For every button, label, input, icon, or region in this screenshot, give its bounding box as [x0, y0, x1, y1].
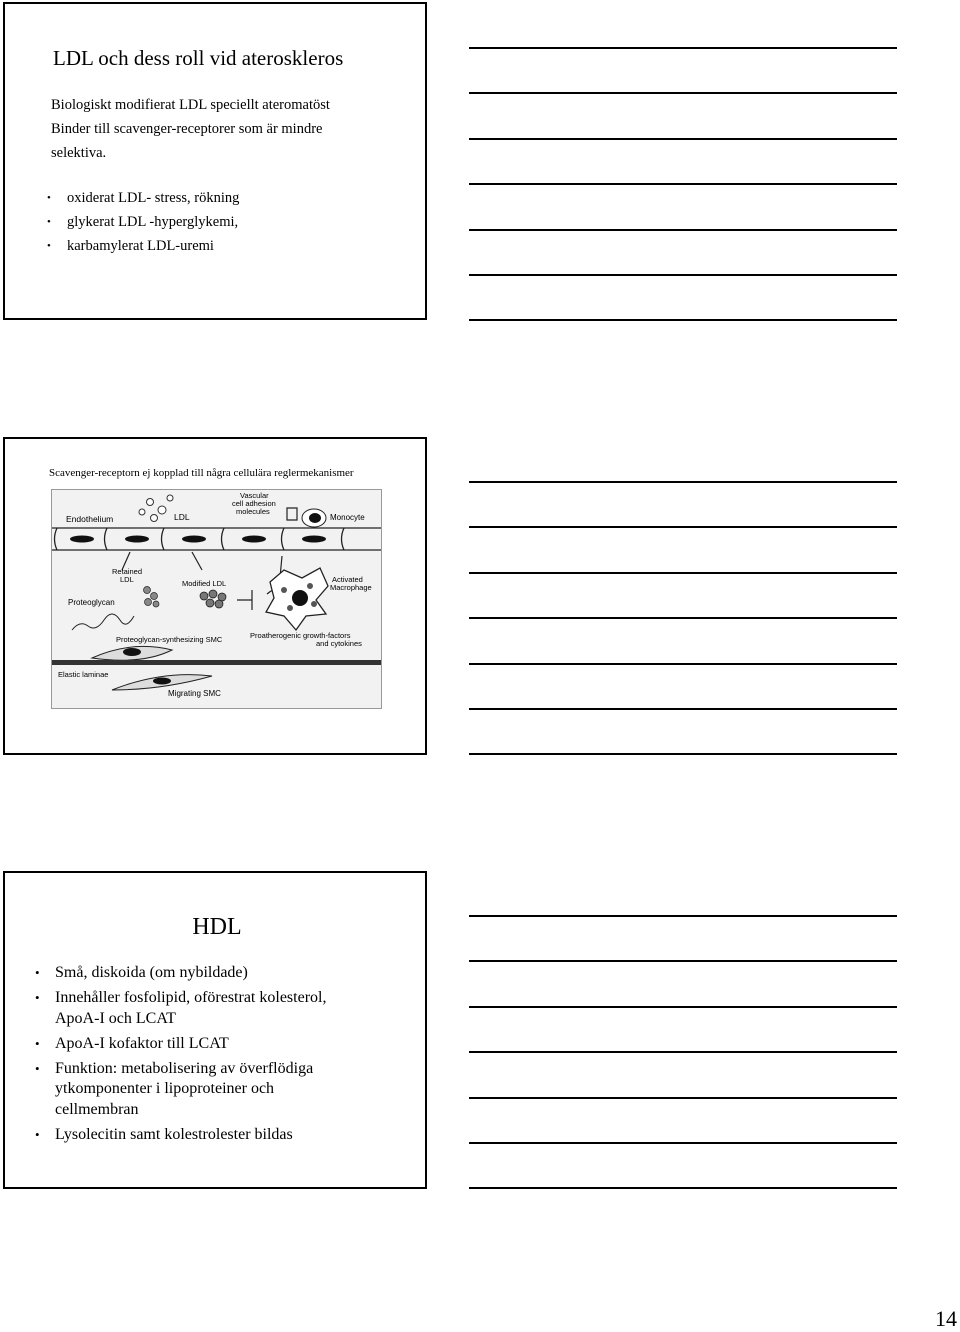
- note-line: [469, 753, 897, 755]
- retained-ldl-cluster: [144, 587, 160, 608]
- slide-caption: Scavenger-receptorn ej kopplad till några cellulära reglermekanismer: [49, 467, 354, 479]
- note-line: [469, 92, 897, 94]
- note-line: [469, 229, 897, 231]
- slide-title: HDL: [192, 914, 242, 940]
- bullet-line: ApoA-I och LCAT: [55, 1009, 176, 1027]
- bullet-item: [35, 988, 415, 1029]
- bullet-line: • Lysolecitin samt kolestrolester bildas: [55, 1125, 293, 1143]
- label-retained-ldl-2: LDL: [120, 575, 134, 584]
- bullet-item: • oxiderat LDL- stress, rökning: [45, 186, 239, 210]
- label-monocyte: Monocyte: [330, 513, 365, 522]
- label-vcam-2: cell adhesion: [232, 499, 276, 508]
- page-number: 14: [935, 1306, 957, 1331]
- bullet-line: cellmembran: [55, 1100, 139, 1118]
- label-elastic-laminae: Elastic laminae: [58, 670, 109, 679]
- bullet-line: • Innehåller fosfolipid, oförestrat kolesterol,: [55, 989, 327, 1006]
- note-line: [469, 1142, 897, 1144]
- bullet-list: [45, 186, 239, 258]
- note-line: [469, 183, 897, 185]
- label-activated-2: Macrophage: [330, 583, 372, 592]
- bullet-item: • karbamylerat LDL-uremi: [45, 234, 239, 258]
- note-line: [469, 708, 897, 710]
- slide-intro: [51, 93, 391, 165]
- bullet-line: • ApoA-I kofaktor till LCAT: [55, 1034, 229, 1052]
- note-line: [469, 481, 897, 483]
- intro-line: selektiva.: [51, 145, 107, 161]
- slide-scavenger-diagram: [3, 437, 427, 755]
- slide-hdl: [3, 871, 427, 1189]
- atherosclerosis-diagram: [51, 489, 382, 709]
- note-line: [469, 915, 897, 917]
- note-line: [469, 1006, 897, 1008]
- endothelium-layer: [52, 528, 381, 550]
- note-line: [469, 617, 897, 619]
- bullet-line: ytkomponenter i lipoproteiner och: [55, 1080, 275, 1097]
- label-proteoglycan: Proteoglycan: [68, 598, 115, 607]
- migrating-smc: [112, 675, 212, 690]
- label-retained-ldl-1: Retained: [112, 567, 143, 576]
- label-vcam-3: molecules: [236, 507, 270, 516]
- note-line: [469, 319, 897, 321]
- note-line: [469, 1187, 897, 1189]
- note-line: [469, 572, 897, 574]
- note-line: [469, 47, 897, 49]
- ldl-particles: [139, 495, 173, 522]
- bullet-item: [35, 963, 415, 984]
- label-activated-1: Activated: [332, 575, 363, 584]
- bullet-item: • glykerat LDL -hyperglykemi,: [45, 210, 239, 234]
- note-line: [469, 663, 897, 665]
- label-ldl: LDL: [174, 512, 190, 522]
- endothelial-nuclei: [70, 536, 326, 543]
- label-modified-ldl: Modified LDL: [182, 579, 227, 588]
- label-proatherogenic-2: and cytokines: [316, 639, 362, 648]
- modified-ldl-cluster: [200, 590, 226, 608]
- slide-ldl-ateroskleros: [3, 2, 427, 320]
- note-line: [469, 526, 897, 528]
- slide-title: LDL och dess roll vid ateroskleros: [53, 46, 344, 70]
- note-line: [469, 1051, 897, 1053]
- bullet-line: • Små, diskoida (om nybildade): [55, 964, 248, 981]
- proteoglycan-strand: [72, 614, 134, 630]
- elastic-laminae: [52, 660, 381, 665]
- note-line: [469, 1097, 897, 1099]
- label-proteoglycan-smc: Proteoglycan-synthesizing SMC: [116, 635, 223, 644]
- label-proatherogenic-1: Proatherogenic growth-factors: [250, 631, 351, 640]
- bullet-item: [35, 1125, 415, 1146]
- smc-cell: [92, 646, 172, 660]
- macrophage-icon: [266, 568, 328, 630]
- monocyte-icon: [287, 508, 326, 527]
- label-migrating-smc: Migrating SMC: [168, 689, 221, 698]
- bullet-item: [35, 1034, 415, 1055]
- note-line: [469, 274, 897, 276]
- label-vcam-1: Vascular: [240, 491, 269, 500]
- note-line: [469, 138, 897, 140]
- note-line: [469, 960, 897, 962]
- intro-line: Biologiskt modifierat LDL speciellt ateromatöst: [51, 97, 330, 113]
- bullet-list: [35, 963, 415, 1150]
- intro-line: Binder till scavenger-receptorer som är mindre: [51, 121, 323, 137]
- label-endothelium: Endothelium: [66, 514, 114, 524]
- bullet-line: • Funktion: metabolisering av överflödiga: [55, 1059, 314, 1077]
- bullet-item: [35, 1059, 415, 1121]
- diagram-svg: [52, 490, 381, 708]
